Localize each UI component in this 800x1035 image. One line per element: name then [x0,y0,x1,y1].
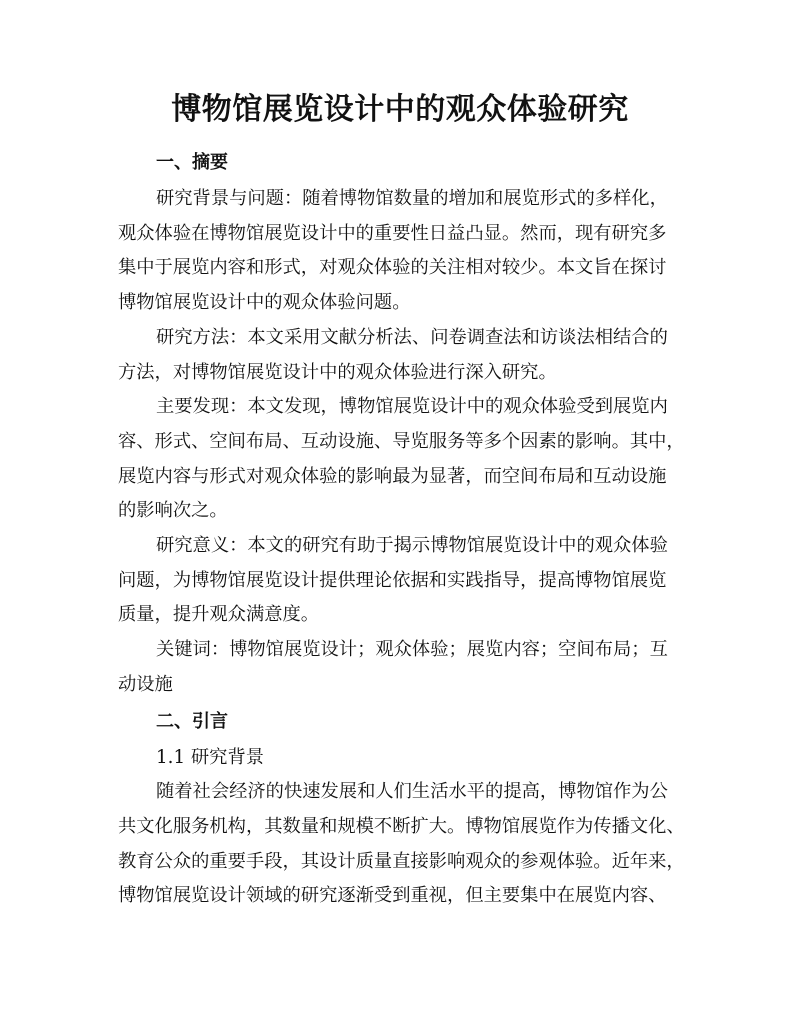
paragraph-line: 展览内容与形式对观众体验的影响最为显著，而空间布局和互动设施 [118,465,667,487]
keywords-paragraph [118,633,684,702]
paragraph-line: 关键词：博物馆展览设计；观众体验；展览内容；空间布局；互 [156,639,668,661]
paragraph-line: 质量，提升观众满意度。 [118,604,320,626]
document-body [118,144,684,914]
paragraph-line: 研究方法：本文采用文献分析法、问卷调查法和访谈法相结合的 [156,326,668,348]
abstract-methods-paragraph [118,321,684,390]
paragraph-line: 问题，为博物馆展览设计提供理论依据和实践指导，提高博物馆展览 [118,569,667,591]
paragraph-line: 博物馆展览设计领域的研究逐渐受到重视，但主要集中在展览内容、 [118,885,667,907]
section-heading-introduction: 二、引言 [156,710,228,732]
paragraph-line: 研究意义：本文的研究有助于揭示博物馆展览设计中的观众体验 [156,535,668,557]
paragraph-line: 方法，对博物馆展览设计中的观众体验进行深入研究。 [118,361,557,383]
paragraph-line: 集中于展览内容和形式，对观众体验的关注相对较少。本文旨在探讨 [118,257,667,279]
paragraph-line: 的影响次之。 [118,500,228,522]
section-heading-abstract: 一、摘要 [156,152,228,173]
paragraph-line: 研究背景与问题：随着博物馆数量的增加和展览形式的多样化， [156,188,668,209]
paragraph-line: 教育公众的重要手段，其设计质量直接影响观众的参观体验。近年来， [118,850,685,872]
paragraph-line: 动设施 [118,673,173,695]
paragraph-line: 共文化服务机构，其数量和规模不断扩大。博物馆展览作为传播文化、 [118,815,685,837]
paragraph-line: 容、形式、空间布局、互动设施、导览服务等多个因素的影响。其中， [118,430,685,452]
document-title: 博物馆展览设计中的观众体验研究 [171,92,629,127]
paragraph-line: 主要发现：本文发现，博物馆展览设计中的观众体验受到展览内 [156,396,668,418]
introduction-background-paragraph [118,775,684,914]
abstract-background-paragraph [118,182,684,321]
paragraph-line: 博物馆展览设计中的观众体验问题。 [118,292,411,314]
subsection-heading-research-background: 1.1 研究背景 [156,746,265,768]
paragraph-line: 观众体验在博物馆展览设计中的重要性日益凸显。然而，现有研究多 [118,222,667,244]
paragraph-line: 随着社会经济的快速发展和人们生活水平的提高，博物馆作为公 [156,781,668,803]
abstract-significance-paragraph [118,529,684,633]
abstract-findings-paragraph [118,390,684,529]
